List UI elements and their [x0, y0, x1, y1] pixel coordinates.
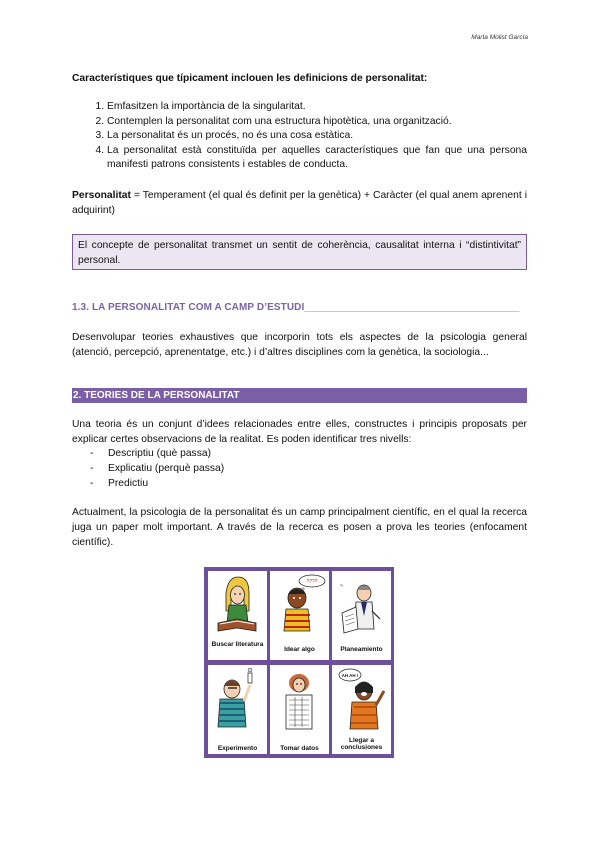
- experiment-person-icon: [208, 665, 267, 754]
- panel-label: Idear algo: [284, 646, 315, 653]
- panel-label: Tomar datos: [280, 745, 319, 752]
- panel-experimento: [208, 665, 267, 754]
- author-header: Marta Molist García: [471, 34, 528, 41]
- data-person-icon: [270, 665, 329, 754]
- panel-label: Experimento: [217, 745, 258, 752]
- theory-paragraph: Una teoria és un conjunt d’idees relacionades entre elles, constructes i principis proposats per explicar certes observacions de la realitat. Es poden identificar tres nivells:: [72, 419, 527, 445]
- level-item: - Descriptiu (què passa): [90, 446, 224, 461]
- level-item: - Explicatiu (perquè passa): [90, 461, 224, 476]
- scientific-method-figure: [204, 567, 394, 758]
- callout-box: El concepte de personalitat transmet un sentit de coherència, causalitat interna i “distintivitat” personal.: [72, 234, 527, 270]
- panel-buscar-literatura: [208, 571, 267, 660]
- personalitat-formula: = Temperament (el qual és definit per la genètica) + Caràcter (el qual anem aprenent i adquirint): [72, 190, 527, 216]
- definitions-heading: Característiques que típicament inclouen les definicions de personalitat:: [72, 73, 428, 84]
- section-1-3-title: 1.3. LA PERSONALITAT COM A CAMP D’ESTUDI______________________________________: [72, 302, 520, 313]
- list-item: 1. Emfasitzen la importància de la singularitat.: [107, 100, 527, 115]
- panel-idear-algo: [270, 571, 329, 660]
- personalitat-definition: [72, 188, 527, 218]
- panel-planeamiento: [332, 571, 391, 660]
- section-1-3-text: Desenvolupar teories exhaustives que incorporin tots els aspectes de la psicologia general (atenció, percepció, aprenentatge, etc.) i d’altres disciplines com la genètica, la sociologia...: [72, 332, 527, 358]
- characteristics-list: [72, 100, 527, 173]
- thought-bubble-text: ????: [306, 579, 318, 585]
- panel-label: Buscar literatura: [211, 641, 264, 648]
- panel-tomar-datos: [270, 665, 329, 754]
- panel-label: Llegar a conclusiones: [340, 737, 383, 751]
- list-item: 2. Contemplen la personalitat com una estructura hipotètica, una organització.: [107, 115, 527, 130]
- levels-list: [90, 446, 224, 491]
- speech-bubble-text: AH AH !: [341, 673, 359, 678]
- section-2-title: 2. TEORIES DE LA PERSONALITAT: [73, 390, 240, 401]
- level-item: - Predictiu: [90, 476, 224, 491]
- panel-label: Planeamiento: [340, 646, 383, 653]
- section-2-bar: [72, 388, 527, 403]
- list-item: 3. La personalitat és un procés, no és una cosa estàtica.: [107, 129, 527, 144]
- list-item: 4. La personalitat està constituïda per aquelles característiques que fan que una persona manifesti patrons consistents i estables de conducta.: [107, 144, 527, 173]
- svg-text:✎: ✎: [340, 583, 344, 588]
- panel-llegar-conclusiones: [332, 665, 391, 754]
- actualment-paragraph: Actualment, la psicologia de la personalitat és un camp principalment científic, en el qual la recerca juga un paper molt important. A través de la recerca es posen a prova les teories (enfocament científic).: [72, 507, 527, 548]
- personalitat-term: Personalitat: [72, 190, 131, 201]
